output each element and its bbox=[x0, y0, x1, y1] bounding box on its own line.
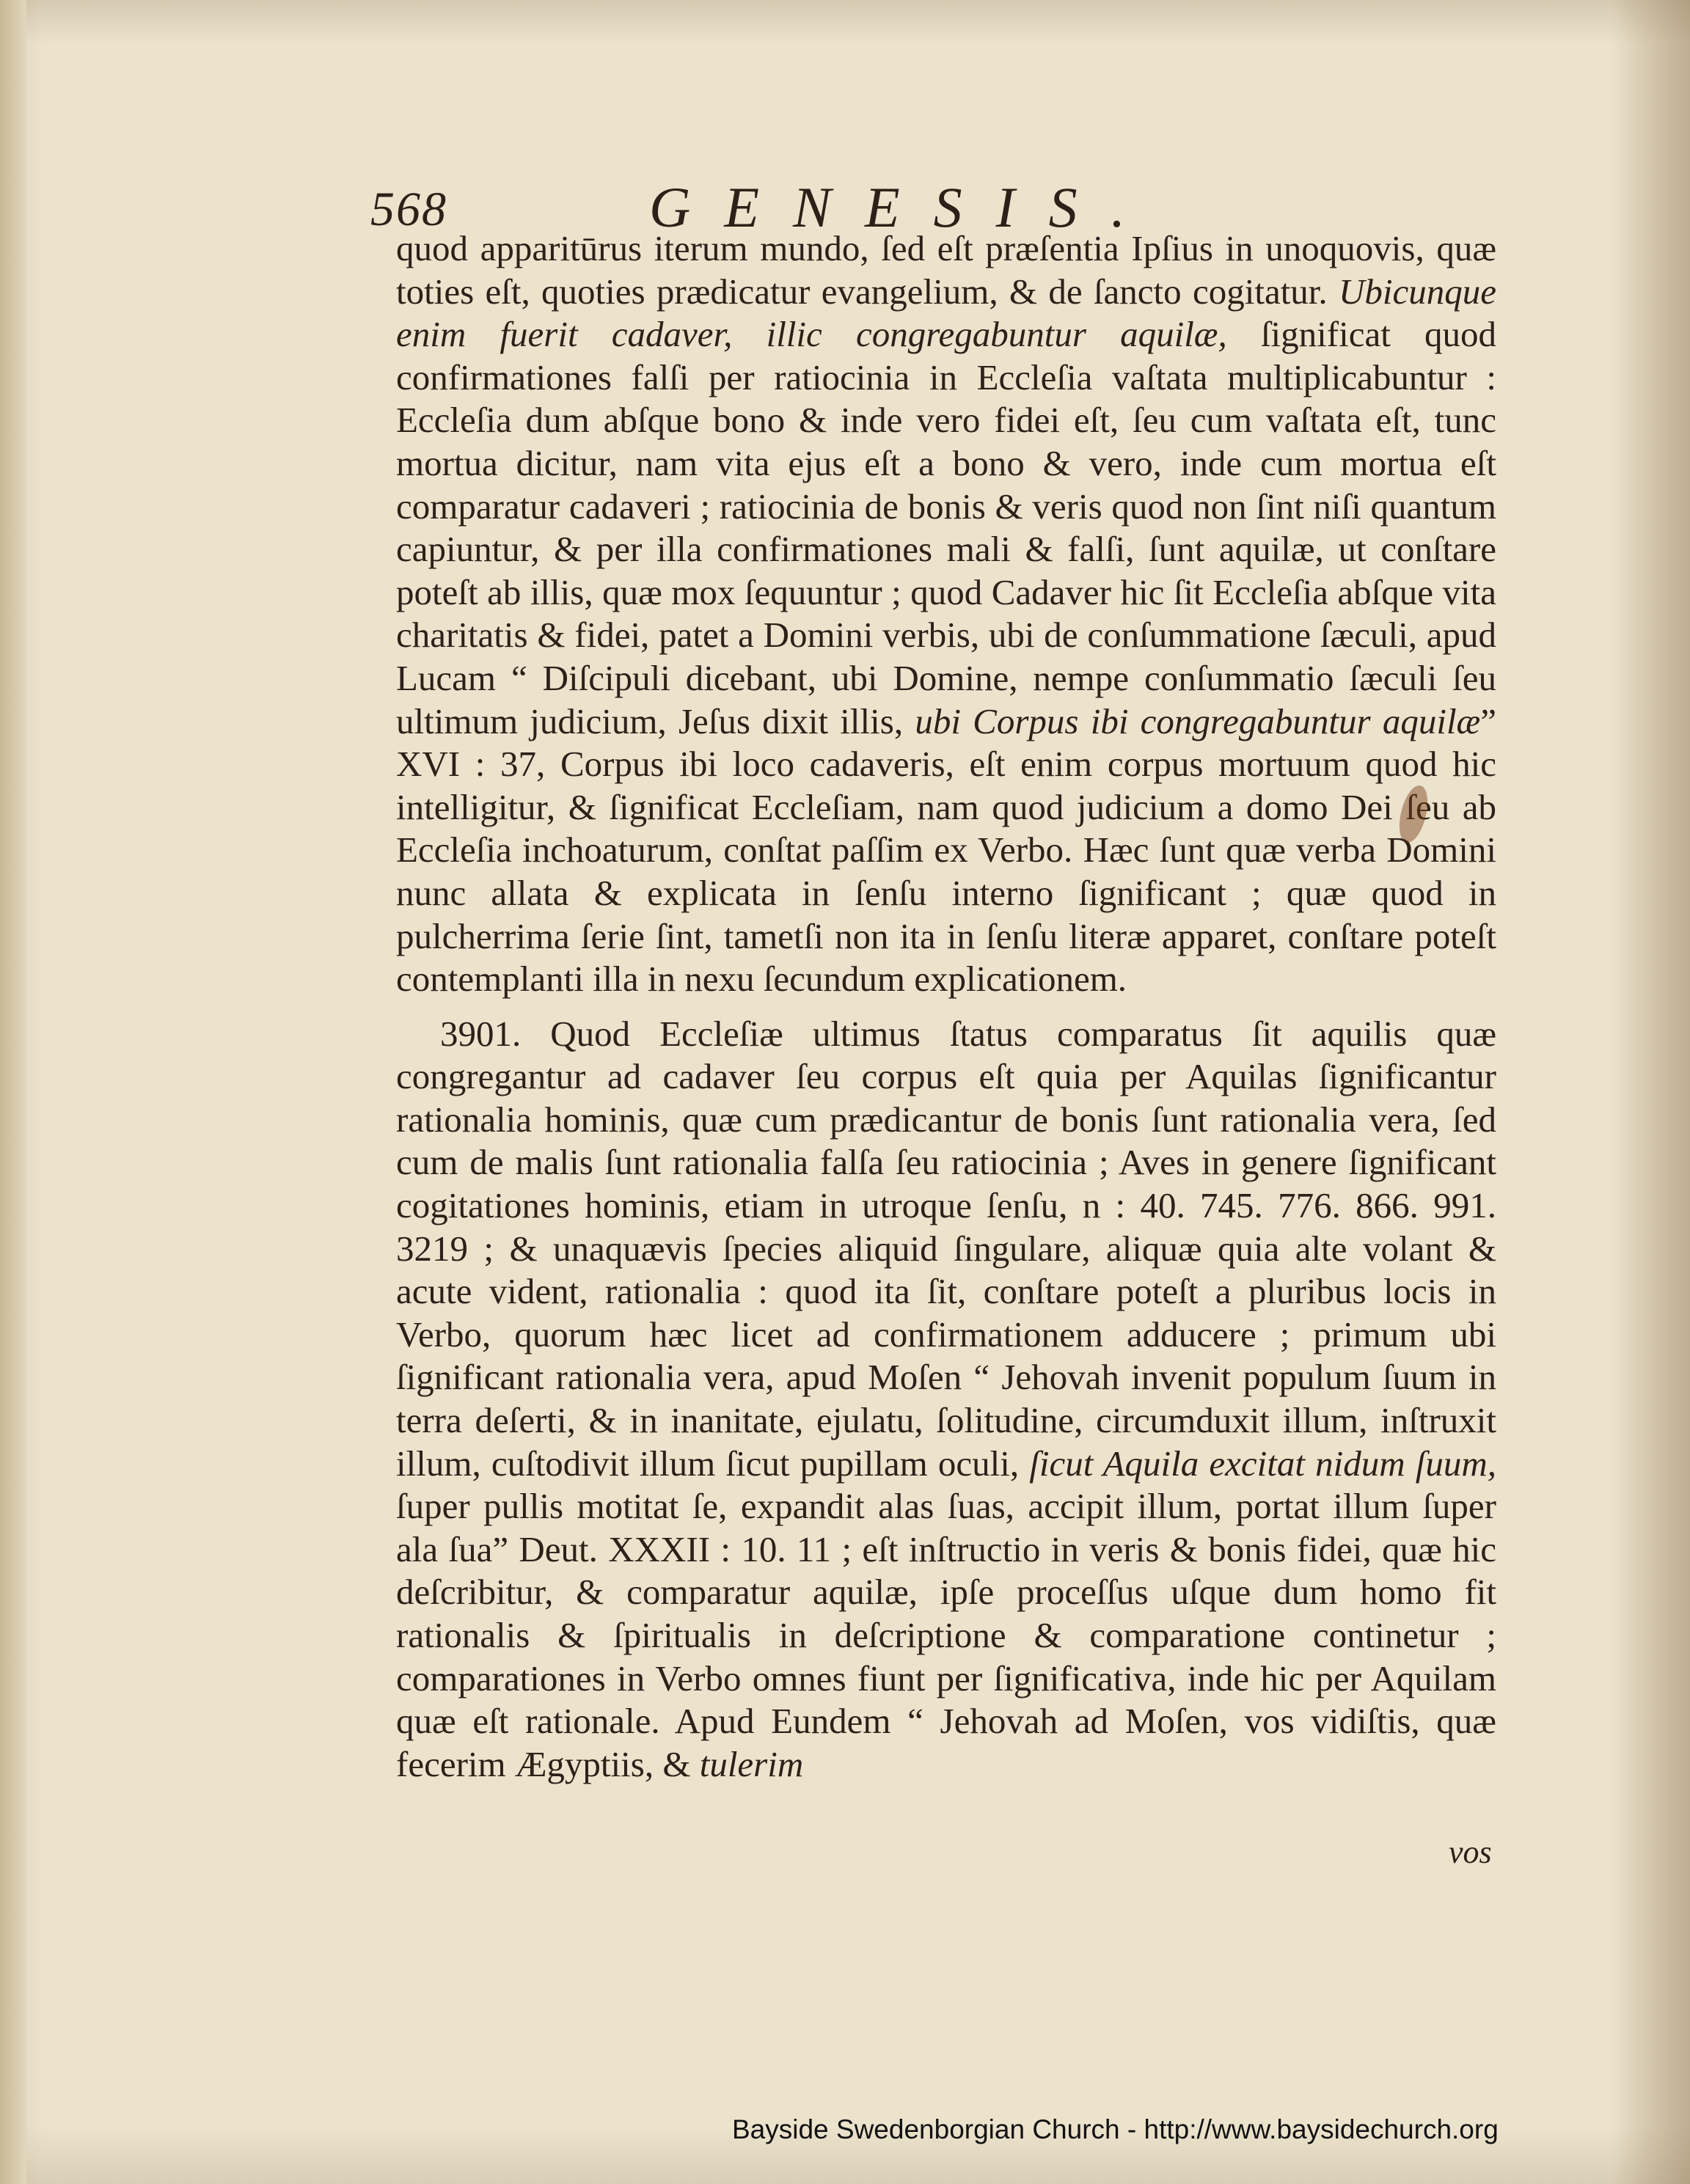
text-segment: quod apparitūrus iterum mundo, ſed eſt præſentia Ipſius in unoquovis, quæ toties eſt, quoties prædicatur evangelium, & de ſancto cogitatur. bbox=[396, 228, 1496, 312]
italic-quote: Ubicunque enim fuerit cadaver, illic congregabuntur aquilæ, bbox=[396, 271, 1496, 355]
text-segment: ” XVI : 37, Corpus ibi loco cadaveris, eſt enim corpus mortuum quod hic intelligitur, & ſignificat Eccleſiam, nam quod judicium a domo Dei ſeu ab Eccleſia inchoaturum, conſtat paſſim ex Verbo. Hæc ſunt quæ verba Domini nunc allata & explicata in ſenſu interno ſignificant ; quæ quod in pulcherrima ſerie ſint, tametſi non ita in ſenſu literæ apparet, conſtare poteſt contemplanti illa in nexu ſecundum explicationem. bbox=[396, 700, 1496, 1000]
page-number: 568 bbox=[370, 183, 447, 236]
page-edge-left bbox=[0, 0, 26, 2184]
italic-quote: tulerim bbox=[699, 1743, 804, 1784]
watermark-credit: Bayside Swedenborgian Church - http://www.baysidechurch.org bbox=[732, 2114, 1499, 2144]
text-block bbox=[396, 227, 1496, 1786]
paragraph-3901 bbox=[396, 1013, 1496, 1787]
italic-quote: ſicut Aquila excitat nidum ſuum, bbox=[1029, 1443, 1497, 1484]
catchword: vos bbox=[1449, 1834, 1492, 1870]
paragraph-continuation bbox=[396, 227, 1496, 1001]
text-segment: ſuper pullis motitat ſe, expandit alas ſuas, accipit illum, portat illum ſuper ala ſua” Deut. XXXII : 10. 11 ; eſt inſtructio in veris & bonis fidei, quæ hic deſcribitur, & comparatur aquilæ, ipſe proceſſus uſque dum homo fit rationalis & ſpiritualis in deſcriptione & comparatione continetur ; comparationes in Verbo omnes fiunt per ſignificativa, inde hic per Aquilam quæ eſt rationale. Apud Eundem “ Jehovah ad Moſen, vos vidiſtis, quæ fecerim Ægyptiis, & bbox=[396, 1486, 1496, 1784]
text-segment: ſignificat quod confirmationes falſi per ratiocinia in Eccleſia vaſtata multiplicabuntur : Eccleſia dum abſque bono & inde vero fidei eſt, ſeu cum vaſtata eſt, tunc mortua dicitur, nam vita ejus eſt a bono & vero, inde cum mortua eſt comparatur cadaveri ; ratiocinia de bonis & veris quod non ſint niſi quantum capiuntur, & per illa confirmationes mali & falſi, ſunt aquilæ, ut conſtare poteſt ab illis, quæ mox ſequuntur ; quod Cadaver hic ſit Eccleſia abſque vita charitatis & fidei, patet a Domini verbis, ubi de conſummatione ſæculi, apud Lucam “ Diſcipuli dicebant, ubi Domine, nempe conſummatio ſæculi ſeu ultimum judicium, Jeſus dixit illis, bbox=[396, 314, 1496, 741]
italic-quote: ubi Corpus ibi congregabuntur aquilæ bbox=[915, 700, 1481, 741]
running-title: GENESIS. bbox=[649, 175, 1160, 239]
page-edge-right bbox=[1609, 0, 1690, 2184]
text-segment: 3901. Quod Eccleſiæ ultimus ſtatus comparatus ſit aquilis quæ congregantur ad cadaver ſeu corpus eſt quia per Aquilas ſignificantur rationalia hominis, quæ cum prædicantur de bonis ſunt rationalia vera, ſed cum de malis ſunt rationalia falſa ſeu ratiocinia ; Aves in genere ſignificant cogitationes hominis, etiam in utroque ſenſu, n : 40. 745. 776. 866. 991. 3219 ; & unaquævis ſpecies aliquid ſingulare, aliquæ quia alte volant & acute vident, rationalia : quod ita ſit, conſtare poteſt a pluribus locis in Verbo, quorum hæc licet ad confirmationem adducere ; primum ubi ſignificant rationalia vera, apud Moſen “ Jehovah invenit populum ſuum in terra deſerti, & in inanitate, ejulatu, ſolitudine, circumduxit illum, inſtruxit illum, cuſtodivit illum ſicut pupillam oculi, bbox=[396, 1013, 1496, 1484]
